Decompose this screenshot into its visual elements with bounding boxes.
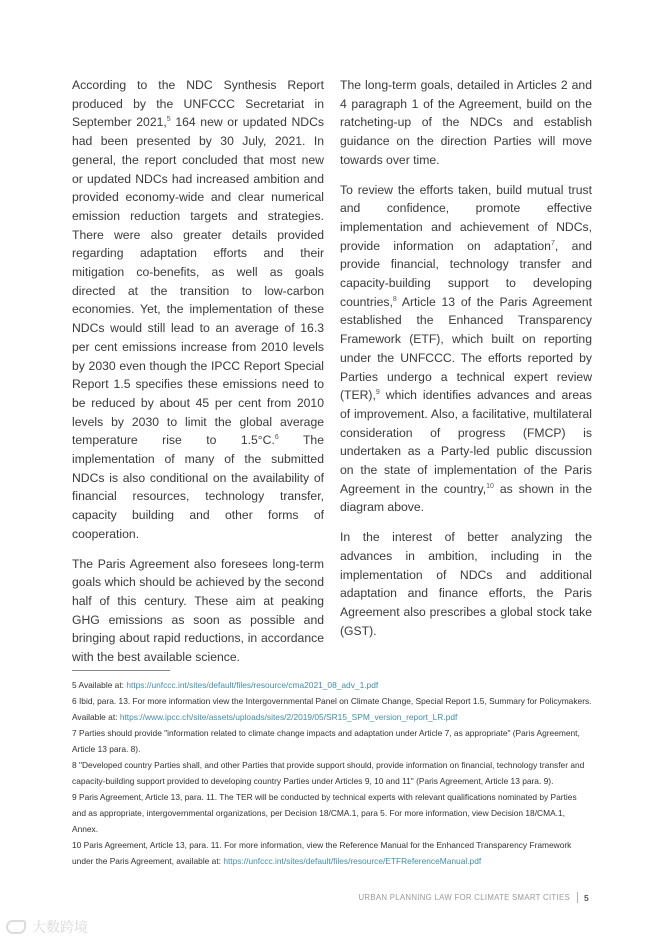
right-column bbox=[340, 76, 592, 651]
footnote-10: 10 Paris Agreement, Article 13, para. 11. For more information, view the Reference Manual for the Enhanced Transparency Framework under the Paris Agreement, available at: https://unfccc.int/sites/default/files/resource/ETFReferenceManual.pdf bbox=[72, 840, 572, 866]
paragraph-gst: In the interest of better analyzing the advances in ambition, including in the implementation of NDCs and additional adaptation and finance efforts, the Paris Agreement also prescribes a global stock take (GST). bbox=[340, 530, 592, 638]
footnote-5-link[interactable]: https://unfccc.int/sites/default/files/resource/cma2021_08_adv_1.pdf bbox=[126, 680, 379, 690]
footnote-8: 8 "Developed country Parties shall, and other Parties that provide support should, provide information on financial, technology transfer and capacity-building support provided to developing country Parties under Articles 9, 10 and 11" (Paris Agreement, Article 13 para. 9). bbox=[72, 760, 585, 786]
footnote-5: 5 Available at: https://unfccc.int/sites/default/files/resource/cma2021_08_adv_1.pdf bbox=[72, 680, 379, 690]
footnote-ref-7[interactable]: 7 bbox=[550, 239, 555, 247]
paragraph-ndc-synthesis: According to the NDC Synthesis Report produced by the UNFCCC Secretariat in September 2021,$^5$ 164 new or updated NDCs had been presented by 30 July, 2021. In general, the report concluded that most new or updated NDCs had increased ambition and provided economy-wide and clear numerical emission reduction targets and strategies. There were also greater details provided regarding adaptation efforts and their mitigation co-benefits, as well as goals directed at the transition to low-carbon economies. Yet, the implementation of these NDCs would still lead to an average of 16.3 per cent emissions increase from 2010 levels by 2030 even though the IPCC Report Special Report 1.5 specifies these emissions need to be reduced by about 45 per cent from 2010 levels by 2030 to limit the global average temperature rise to 1.5°C.$^6$ The implementation of many of the submitted NDCs is also conditional on the availability of financial resources, technology transfer, capacity building and other forms of cooperation. bbox=[72, 78, 324, 541]
footnote-ref-5[interactable]: 5 bbox=[166, 116, 171, 124]
page-number: 5 bbox=[583, 892, 589, 903]
footnote-divider bbox=[72, 670, 170, 671]
brand-logo-icon bbox=[6, 920, 26, 934]
paragraph-etf: To review the efforts taken, build mutual trust and confidence, promote effective implementation and achievement of NDCs, provide information on adaptation$^7$, and provide financial, technology transfer and capacity-building support to developing countries,$^8$ Article 13 of the Paris Agreement established the Enhanced Transparency Framework (ETF), which built on reporting under the UNFCCC. The efforts reported by Parties undergo a technical expert review (TER),$^9$ which identifies advances and areas of improvement. Also, a facilitative, multilateral consideration of progress (FMCP) is undertaken as a Party-led public discussion on the state of implementation of the Paris Agreement in the country,$^{10}$ as shown in the diagram above. bbox=[340, 182, 593, 515]
footnote-ref-6[interactable]: 6 bbox=[274, 434, 279, 442]
footnote-ref-9[interactable]: 9 bbox=[375, 389, 380, 397]
footnote-ref-10[interactable]: 10 bbox=[486, 482, 494, 490]
running-title: URBAN PLANNING LAW FOR CLIMATE SMART CITIES bbox=[358, 893, 570, 902]
footnotes bbox=[72, 677, 592, 869]
left-column bbox=[72, 76, 324, 678]
paragraph-articles: The long-term goals, detailed in Articles 2 and 4 paragraph 1 of the Agreement, build on the ratcheting-up of the NDCs and establish guidance on the direction Parties will move towards over time. bbox=[340, 78, 592, 167]
footnote-6: 6 Ibid, para. 13. For more information view the Intergovernmental Panel on Climate Change, Special Report 1.5, Summary for Policymakers. Available at: https://www.ipcc.ch/site/assets/uploads/sites/2/2019/05/SR15_SPM_version_report_LR.pdf bbox=[72, 696, 592, 722]
footnote-7: 7 Parties should provide "information related to climate change impacts and adaptation under Article 7, as appropriate" (Paris Agreement, Article 13 para. 8). bbox=[72, 728, 580, 754]
footer-separator bbox=[577, 892, 578, 903]
watermark bbox=[6, 917, 88, 937]
watermark-text: 大数跨境 bbox=[32, 920, 88, 936]
footnote-ref-8[interactable]: 8 bbox=[392, 295, 397, 303]
footnote-6-link[interactable]: https://www.ipcc.ch/site/assets/uploads/sites/2/2019/05/SR15_SPM_version_report_LR.pdf bbox=[119, 712, 458, 722]
footnote-9: 9 Paris Agreement, Article 13, para. 11. The TER will be conducted by technical experts with relevant qualifications nominated by Parties and as appropriate, intergovernmental organizations, per Decision 18/CMA.1, para 5. For more information, view Decision 18/CMA.1, Annex. bbox=[72, 792, 577, 834]
page-footer bbox=[359, 892, 590, 903]
footnote-10-link[interactable]: https://unfccc.int/sites/default/files/resource/ETFReferenceManual.pdf bbox=[223, 856, 482, 866]
paragraph-long-term-goals: The Paris Agreement also foresees long-term goals which should be achieved by the second half of this century. These aim at peaking GHG emissions as soon as possible and bringing about rapid reductions, in accordance with the best available science. bbox=[72, 556, 324, 665]
